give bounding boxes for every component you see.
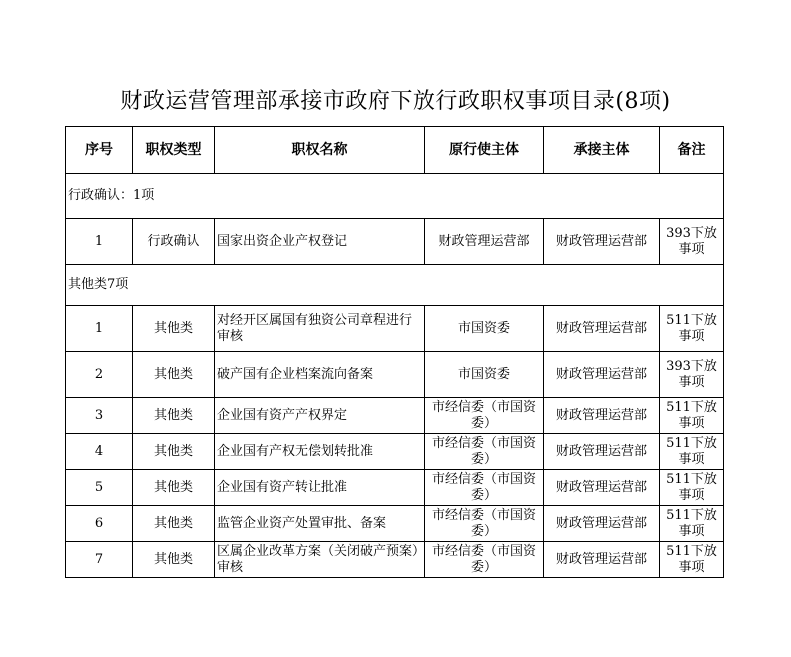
cell-original-body: 市经信委（市国资委） xyxy=(425,506,544,542)
cell-no: 5 xyxy=(66,470,133,506)
table-row xyxy=(66,470,724,506)
cell-type: 其他类 xyxy=(133,352,215,398)
cell-no: 4 xyxy=(66,434,133,470)
table-row xyxy=(66,352,724,398)
cell-receiving-body: 财政管理运营部 xyxy=(544,352,660,398)
cell-note: 393下放事项 xyxy=(660,352,724,398)
cell-type: 其他类 xyxy=(133,470,215,506)
cell-receiving-body: 财政管理运营部 xyxy=(544,542,660,578)
cell-name: 企业国有资产产权界定 xyxy=(215,398,425,434)
cell-name: 企业国有产权无偿划转批准 xyxy=(215,434,425,470)
cell-receiving-body: 财政管理运营部 xyxy=(544,470,660,506)
section-row xyxy=(66,174,724,219)
cell-receiving-body: 财政管理运营部 xyxy=(544,506,660,542)
cell-original-body: 市经信委（市国资委） xyxy=(425,434,544,470)
cell-no: 1 xyxy=(66,306,133,352)
cell-no: 6 xyxy=(66,506,133,542)
header-type: 职权类型 xyxy=(133,127,215,174)
authority-table xyxy=(65,126,724,578)
header-name: 职权名称 xyxy=(215,127,425,174)
cell-original-body: 市经信委（市国资委） xyxy=(425,398,544,434)
cell-original-body: 财政管理运营部 xyxy=(425,219,544,265)
cell-receiving-body: 财政管理运营部 xyxy=(544,398,660,434)
cell-no: 1 xyxy=(66,219,133,265)
cell-receiving-body: 财政管理运营部 xyxy=(544,219,660,265)
cell-type: 其他类 xyxy=(133,506,215,542)
cell-name: 国家出资企业产权登记 xyxy=(215,219,425,265)
cell-name: 企业国有资产转让批准 xyxy=(215,470,425,506)
cell-original-body: 市经信委（市国资委） xyxy=(425,542,544,578)
header-original-body: 原行使主体 xyxy=(425,127,544,174)
cell-no: 2 xyxy=(66,352,133,398)
table-row xyxy=(66,542,724,578)
cell-type: 其他类 xyxy=(133,306,215,352)
cell-note: 511下放事项 xyxy=(660,506,724,542)
cell-type: 其他类 xyxy=(133,542,215,578)
cell-name: 破产国有企业档案流向备案 xyxy=(215,352,425,398)
cell-original-body: 市经信委（市国资委） xyxy=(425,470,544,506)
document-title: 财政运营管理部承接市政府下放行政职权事项目录(8项) xyxy=(120,89,671,114)
cell-original-body: 市国资委 xyxy=(425,306,544,352)
header-note: 备注 xyxy=(660,127,724,174)
cell-note: 511下放事项 xyxy=(660,398,724,434)
table-row xyxy=(66,506,724,542)
cell-type: 其他类 xyxy=(133,398,215,434)
cell-note: 511下放事项 xyxy=(660,542,724,578)
header-receiving-body: 承接主体 xyxy=(544,127,660,174)
cell-type: 行政确认 xyxy=(133,219,215,265)
section-label: 行政确认：1项 xyxy=(66,174,724,219)
cell-name: 对经开区属国有独资公司章程进行审核 xyxy=(215,306,425,352)
cell-original-body: 市国资委 xyxy=(425,352,544,398)
cell-type: 其他类 xyxy=(133,434,215,470)
cell-receiving-body: 财政管理运营部 xyxy=(544,306,660,352)
section-row xyxy=(66,265,724,306)
cell-name: 区属企业改革方案（关闭破产预案）审核 xyxy=(215,542,425,578)
table-row xyxy=(66,434,724,470)
table-row xyxy=(66,219,724,265)
header-no: 序号 xyxy=(66,127,133,174)
cell-note: 511下放事项 xyxy=(660,470,724,506)
cell-name: 监管企业资产处置审批、备案 xyxy=(215,506,425,542)
cell-note: 393下放事项 xyxy=(660,219,724,265)
cell-note: 511下放事项 xyxy=(660,434,724,470)
cell-no: 7 xyxy=(66,542,133,578)
table-row xyxy=(66,398,724,434)
cell-note: 511下放事项 xyxy=(660,306,724,352)
table-row xyxy=(66,306,724,352)
table-header-row xyxy=(66,127,724,174)
section-label: 其他类7项 xyxy=(66,265,724,306)
cell-no: 3 xyxy=(66,398,133,434)
cell-receiving-body: 财政管理运营部 xyxy=(544,434,660,470)
